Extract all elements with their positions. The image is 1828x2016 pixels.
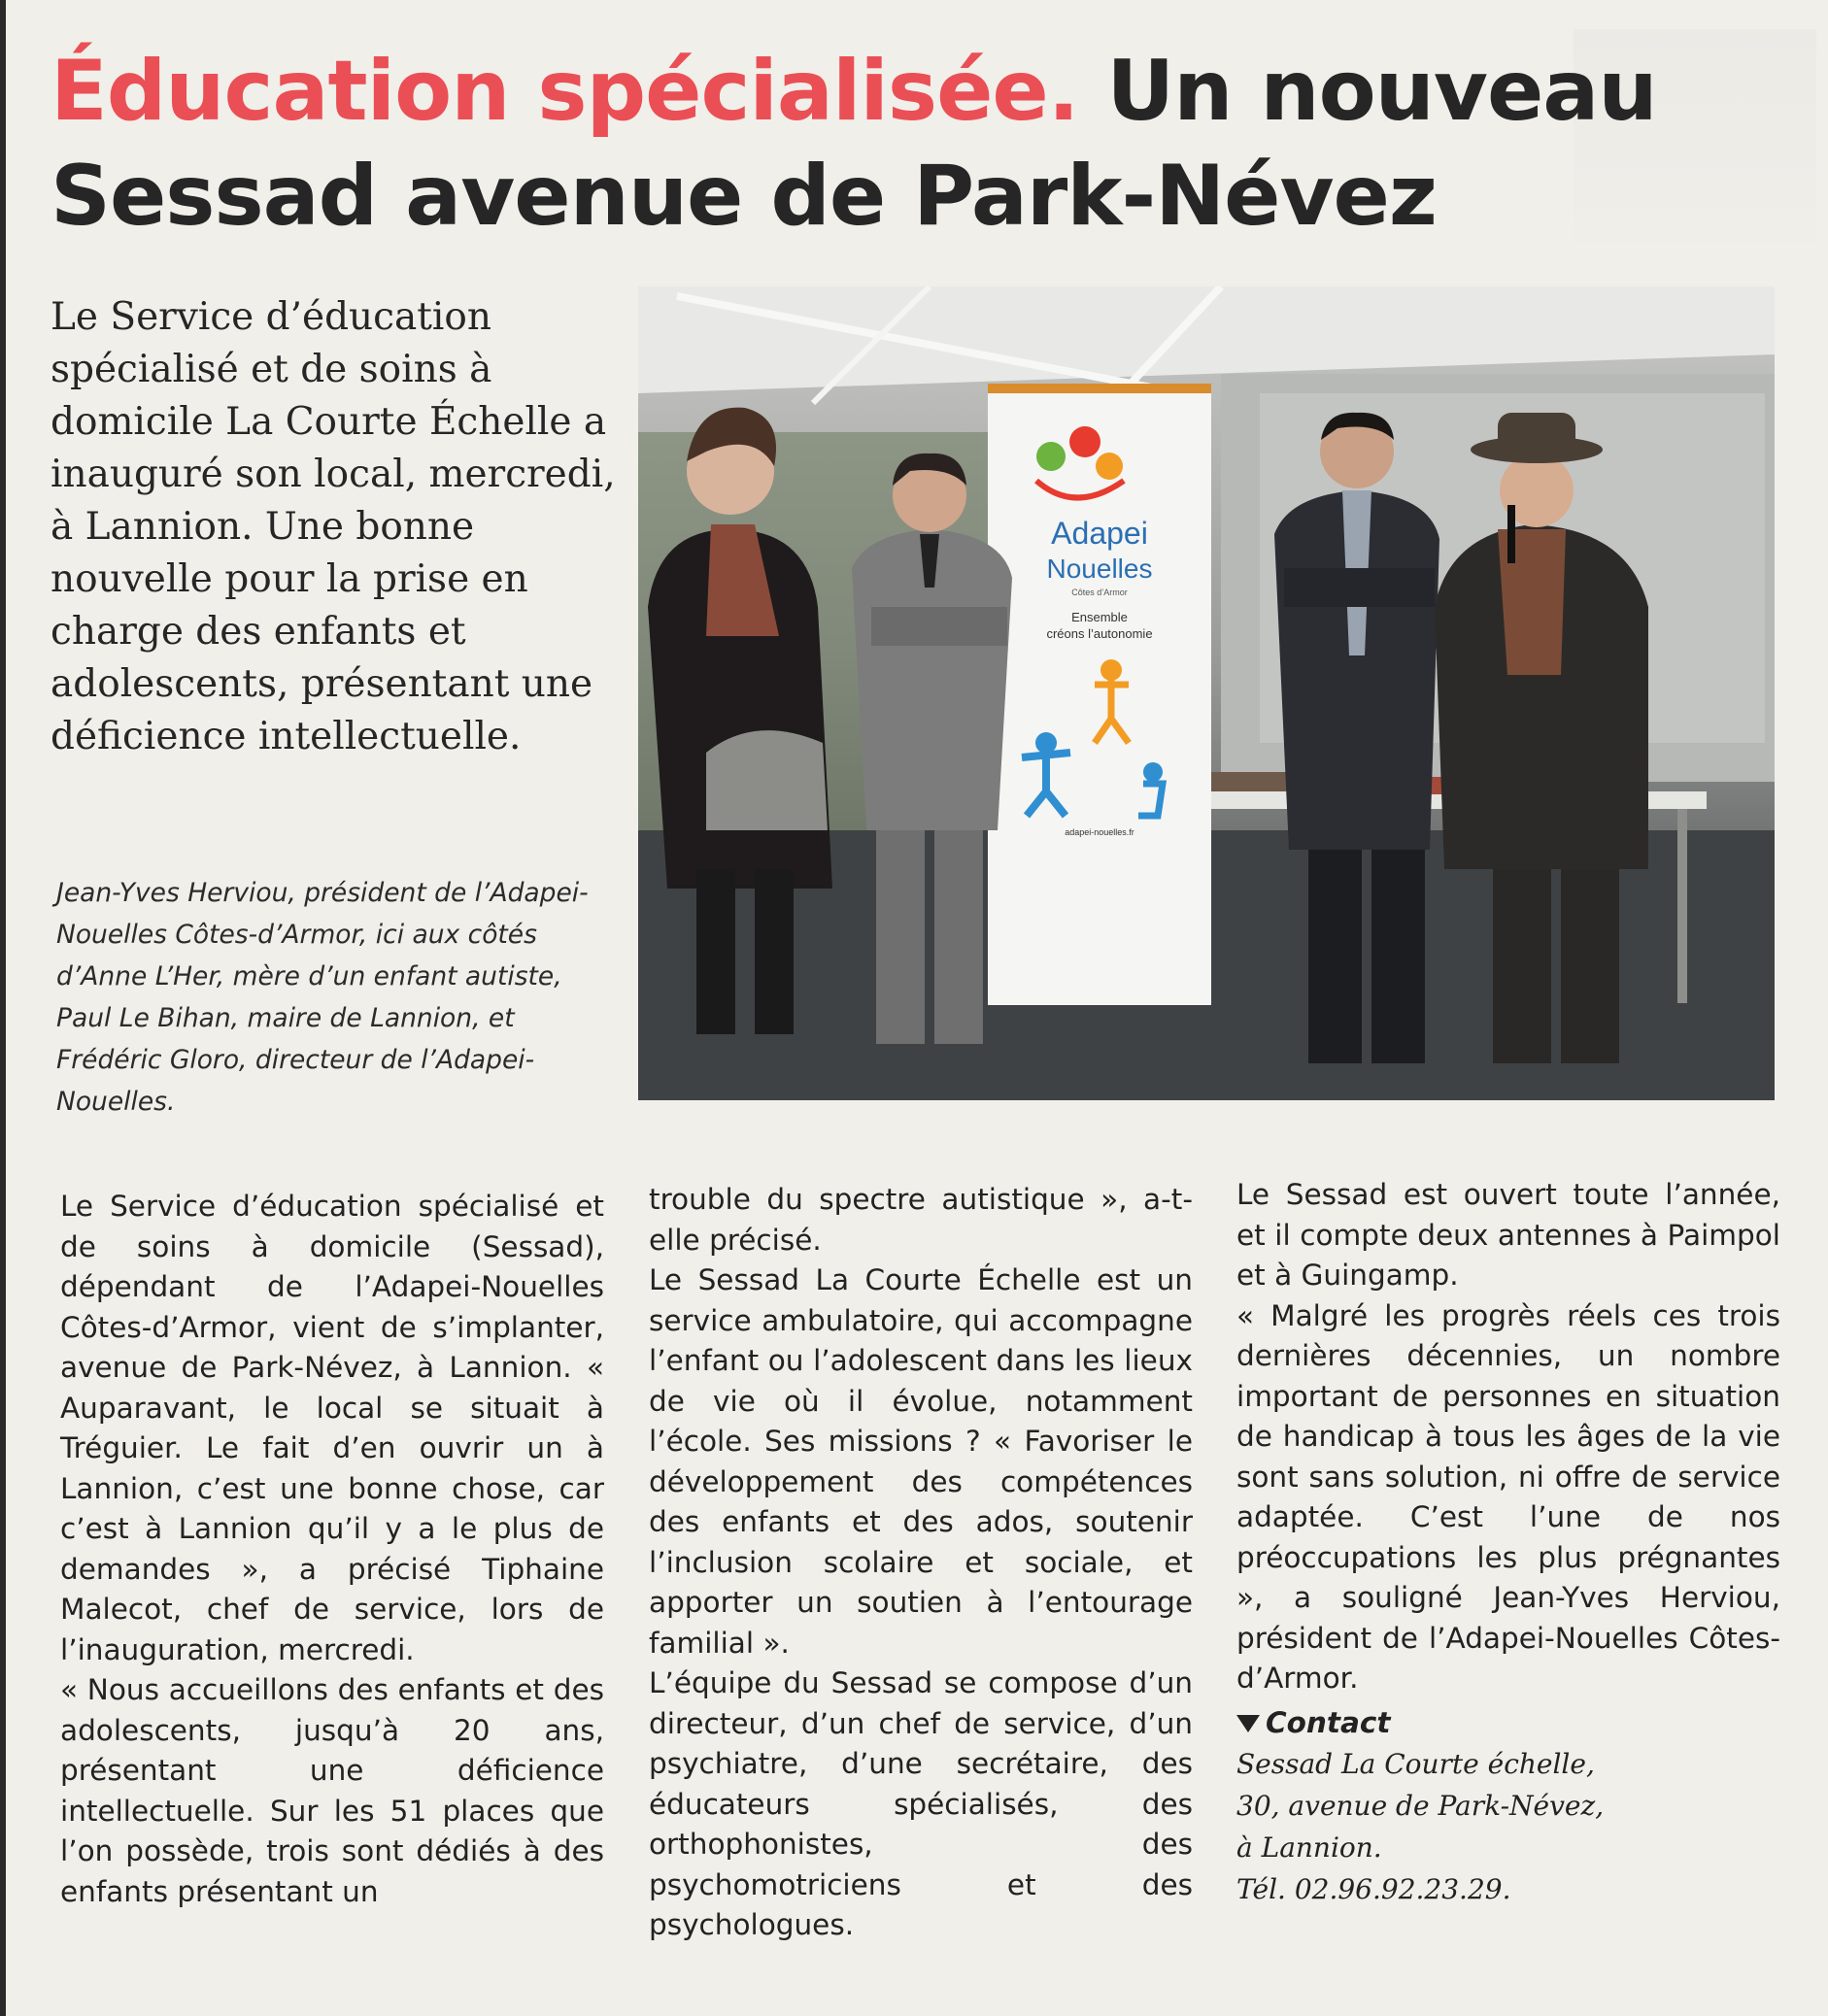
col3-paragraph-2: « Malgré les progrès réels ces trois dernières décennies, un nombre important de personnes en situation de handicap à tous les âges de la vie sont sans solution, ni offre de service adaptée. C’est l’une de nos préoccupations les plus prégnantes », a souligné Jean-Yves Herviou, président de l’Adapei-Nouelles Côtes-d’Armor.: [1236, 1298, 1780, 1695]
page-edge: [0, 0, 6, 2016]
contact-title: Contact: [1266, 1705, 1391, 1739]
headline: [51, 39, 1760, 249]
headline-kicker: Éducation spécialisée.: [51, 43, 1079, 140]
photo-scene: [638, 286, 1775, 1100]
col2-paragraph-2: Le Sessad La Courte Échelle est un service ambulatoire, qui accompagne l’enfant ou l’adolescent dans les lieux de vie où il évolue, notamment l’école. Ses missions ? « Favoriser le développement des compétences des enfants et des ados, soutenir l’inclusion scolaire et sociale, et apporter un soutien à l’entourage familial ».: [649, 1263, 1193, 1660]
banner-brand-line2: Nouelles: [1046, 554, 1153, 584]
body-column-2: [649, 1180, 1193, 1946]
contact-line-1: Sessad La Courte échelle,: [1236, 1748, 1595, 1780]
body-column-3: [1236, 1175, 1780, 1910]
col3-paragraph-1: Le Sessad est ouvert toute l’année, et il compte deux antennes à Paimpol et à Guingamp.: [1236, 1178, 1780, 1292]
headline-main: Un nouveau Sessad avenue de Park-Névez: [51, 43, 1657, 245]
contact-heading: [1236, 1703, 1780, 1744]
contact-phone: Tél. 02.96.92.23.29.: [1236, 1873, 1511, 1905]
lead-paragraph: Le Service d’éducation spécialisé et de soins à domicile La Courte Échelle a inauguré son local, mercredi, à Lannion. Une bonne nouvelle pour la prise en charge des enfants et adolescents, présentant une déficience intellectuelle.: [51, 295, 616, 758]
col1-paragraph-1: Le Service d’éducation spécialisé et de soins à domicile (Sessad), dépendant de l’Adapei-Nouelles Côtes-d’Armor, vient de s’implanter, avenue de Park-Névez, à Lannion. « Auparavant, le local se situait à Tréguier. Le fait d’en ouvrir un à Lannion, c’est une bonne chose, car c’est à Lannion qu’il y a le plus de demandes », a précisé Tiphaine Malecot, chef de service, lors de l’inauguration, mercredi.: [60, 1190, 604, 1666]
body-column-1: [60, 1187, 604, 1912]
banner-url: adapei-nouelles.fr: [1065, 827, 1134, 837]
banner-region: Côtes d’Armor: [1071, 588, 1128, 597]
banner-brand-line1: Adapei: [1051, 516, 1148, 551]
contact-line-3: à Lannion.: [1236, 1831, 1382, 1864]
contact-line-2: 30, avenue de Park-Névez,: [1236, 1790, 1605, 1822]
col2-paragraph-1: trouble du spectre autistique », a-t-elle précisé.: [649, 1183, 1193, 1257]
col1-paragraph-2: « Nous accueillons des enfants et des adolescents, jusqu’à 20 ans, présentant une déficience intellectuelle. Sur les 51 places que l’on possède, trois sont dédiés à des enfants présentant un: [60, 1673, 604, 1908]
banner-slogan-line1: Ensemble: [1071, 610, 1128, 624]
banner-slogan-line2: créons l’autonomie: [1046, 626, 1153, 641]
inauguration-photo: [638, 286, 1775, 1100]
triangle-down-icon: [1236, 1715, 1260, 1732]
col2-paragraph-3: L’équipe du Sessad se compose d’un directeur, d’un chef de service, d’un psychiatre, d’une secrétaire, des éducateurs spécialisés, des orthophonistes, des psychomotriciens et des psychologues.: [649, 1666, 1193, 1941]
photo-caption: Jean-Yves Herviou, président de l’Adapei-Nouelles Côtes-d’Armor, ici aux côtés d’Anne L’Her, mère d’un enfant autiste, Paul Le Bihan, maire de Lannion, et Frédéric Gloro, directeur de l’Adapei-Nouelles.: [56, 878, 589, 1117]
